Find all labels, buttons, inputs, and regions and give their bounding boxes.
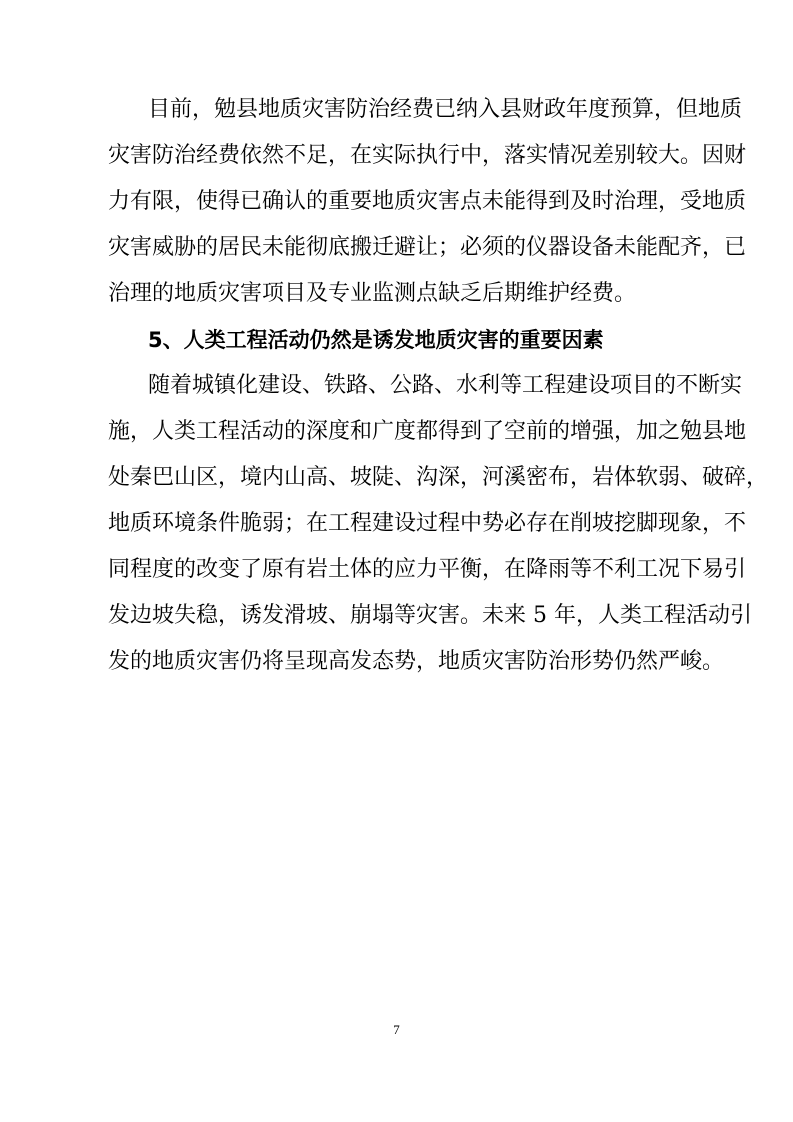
paragraph-line: 发边坡失稳，诱发滑坡、崩塌等灾害。未来 5 年，人类工程活动引	[108, 603, 752, 628]
paragraph-line: 地质环境条件脆弱；在工程建设过程中势必存在削坡挖脚现象，不	[108, 511, 747, 536]
paragraph-line: 力有限，使得已确认的重要地质灾害点未能得到及时治理，受地质	[108, 189, 747, 214]
paragraph-line: 发的地质灾害仍将呈现高发态势，地质灾害防治形势仍然严峻。	[108, 649, 725, 674]
paragraph-line: 随着城镇化建设、铁路、公路、水利等工程建设项目的不断实	[148, 373, 743, 398]
section-heading: 5、人类工程活动仍然是诱发地质灾害的重要因素	[148, 328, 604, 352]
paragraph-line: 灾害威胁的居民未能彻底搬迁避让；必须的仪器设备未能配齐，已	[108, 235, 747, 260]
paragraph-line: 治理的地质灾害项目及专业监测点缺乏后期维护经费。	[108, 281, 637, 306]
paragraph-line: 同程度的改变了原有岩土体的应力平衡，在降雨等不利工况下易引	[108, 557, 747, 582]
paragraph-line: 目前，勉县地质灾害防治经费已纳入县财政年度预算，但地质	[148, 97, 743, 122]
paragraph-line: 施，人类工程活动的深度和广度都得到了空前的增强，加之勉县地	[108, 419, 747, 444]
paragraph-line: 灾害防治经费依然不足，在实际执行中，落实情况差别较大。因财	[108, 143, 747, 168]
page-number: 7	[393, 1022, 400, 1037]
paragraph-line: 处秦巴山区，境内山高、坡陡、沟深，河溪密布，岩体软弱、破碎，	[108, 465, 769, 490]
